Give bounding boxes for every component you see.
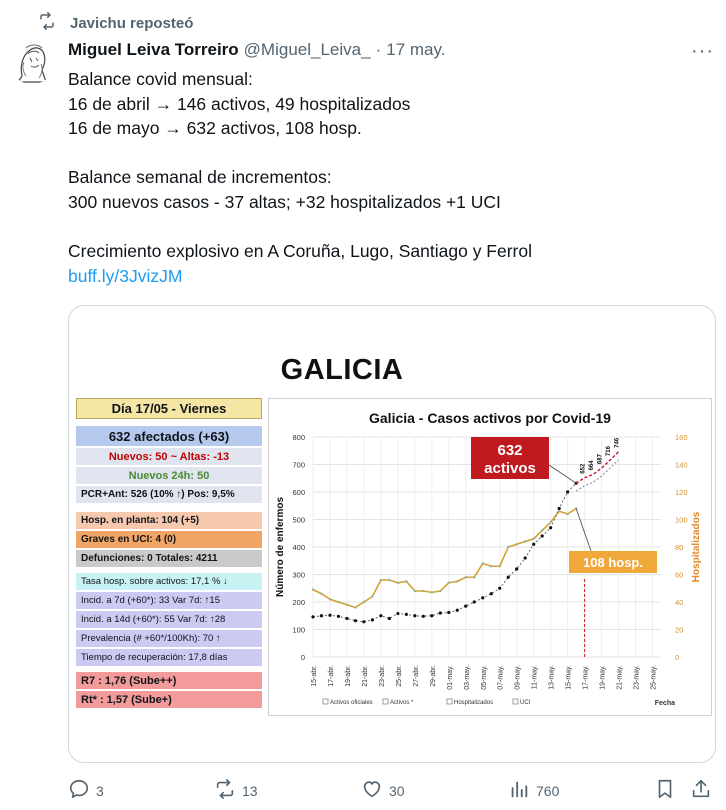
data-point-activos: [498, 587, 501, 590]
data-point-hosp: [549, 521, 551, 523]
data-point-activos: [311, 615, 314, 618]
y-tick-label: 500: [292, 515, 305, 525]
y2-tick-label: 60: [675, 570, 684, 580]
tweet-line: Balance covid mensual:: [68, 69, 253, 89]
data-point-hosp: [456, 580, 458, 582]
tweet-line: Crecimiento explosivo en A Coruña, Lugo, Santiago y Ferrol: [68, 241, 533, 262]
repost-button[interactable]: [214, 778, 258, 803]
views-icon: [508, 778, 530, 803]
data-point-activos: [362, 620, 365, 623]
x-tick-label: 11-may.: [531, 665, 539, 690]
infographic-title: GALICIA: [280, 354, 404, 386]
data-point-hosp: [346, 604, 348, 606]
data-point-activos: [379, 614, 382, 617]
avatar[interactable]: [8, 36, 56, 84]
data-point-activos: [524, 556, 527, 559]
chart-svg: [269, 399, 711, 715]
x-tick-label: 01-may.: [446, 665, 454, 690]
data-point-activos: [422, 615, 425, 618]
data-point-activos: [430, 614, 433, 617]
y2-tick-label: 80: [675, 543, 684, 552]
stat-nuevos-24h: Nuevos 24h: 50: [76, 467, 262, 484]
legend-label: Hospitalizados: [454, 700, 494, 706]
data-point-activos: [473, 600, 476, 603]
legend-label: Activos oficiales: [330, 700, 373, 706]
legend-checkbox: [383, 699, 388, 704]
y2-tick-label: 0: [675, 653, 680, 662]
data-point-hosp: [448, 582, 450, 584]
tweet-line: 300 nuevos casos - 37 altas; +32 hospitalizados +1 UCI: [68, 191, 501, 212]
stat-pcr: PCR+Ant: 526 (10% ↑) Pos: 9,5%: [76, 486, 262, 503]
data-point-activos: [549, 526, 552, 529]
chart-title: Galicia - Casos activos por Covid-19: [369, 410, 611, 426]
data-point-activos: [354, 619, 357, 622]
data-point-hosp: [354, 606, 356, 608]
y2-tick-label: 20: [675, 625, 684, 635]
reply-icon: [68, 778, 90, 803]
projection-label: 746: [614, 437, 621, 448]
repost-icon: [214, 778, 236, 803]
stat-tasa-hosp: Tasa hosp. sobre activos: 17,1 % ↓: [76, 573, 262, 590]
x-tick-label: 17-may.: [582, 665, 590, 690]
repost-icon: [38, 12, 56, 34]
data-point-activos: [456, 609, 459, 612]
separator: ·: [375, 40, 382, 59]
tweet-media-image[interactable]: [68, 305, 716, 763]
y-tick-label: 0: [300, 653, 305, 662]
x-tick-label: 19-abr.: [344, 665, 352, 687]
share-button[interactable]: [690, 778, 712, 803]
y-tick-label: 400: [292, 543, 305, 552]
projection-label: 664: [589, 460, 596, 471]
data-point-hosp: [465, 576, 467, 578]
repost-count: 13: [242, 782, 258, 799]
more-options-icon[interactable]: ···: [691, 40, 714, 62]
data-point-hosp: [380, 579, 382, 581]
views-button[interactable]: [508, 778, 559, 803]
y2-axis-label: Hospitalizados: [691, 511, 702, 583]
stat-tiempo-recuperacion: Tiempo de recuperación: 17,8 días: [76, 649, 262, 666]
data-point-hosp: [405, 580, 407, 582]
views-count: 760: [536, 782, 560, 799]
x-tick-label: 27-abr.: [412, 665, 420, 687]
data-point-activos: [481, 596, 484, 599]
x-tick-label: 29-abr.: [429, 665, 437, 687]
x-tick-label: 23-abr.: [378, 665, 386, 687]
projection-label: 652: [580, 463, 587, 474]
stat-nuevos-altas: Nuevos: 50 ~ Altas: -13: [76, 448, 262, 465]
data-point-hosp: [371, 595, 373, 597]
data-point-activos: [558, 507, 561, 510]
tweet-line: Balance semanal de incrementos:: [68, 167, 332, 188]
like-button[interactable]: [361, 778, 405, 803]
data-point-hosp: [397, 582, 399, 584]
bookmark-button[interactable]: [654, 778, 676, 803]
data-point-hosp: [516, 543, 518, 545]
y-tick-label: 100: [292, 625, 305, 635]
y2-tick-label: 40: [675, 598, 684, 607]
stat-afectados: 632 afectados (+63): [76, 426, 262, 446]
hosp-callout-label: 108 hosp.: [583, 555, 643, 570]
data-point-hosp: [541, 529, 543, 531]
data-point-activos: [439, 611, 442, 614]
reply-count: 3: [96, 782, 104, 799]
data-point-activos: [507, 576, 510, 579]
data-point-hosp: [312, 588, 314, 590]
x-tick-label: 25-abr.: [395, 665, 403, 687]
repost-label: Javichu reposteó: [70, 14, 194, 32]
data-point-hosp: [524, 540, 526, 542]
action-bar: [68, 778, 716, 804]
series-hospitalizados: [313, 509, 576, 608]
y-tick-label: 300: [292, 570, 305, 580]
tweet-blank-line: [68, 215, 708, 240]
data-point-hosp: [337, 601, 339, 603]
repost-banner[interactable]: [38, 12, 193, 34]
data-point-activos: [532, 543, 535, 546]
data-point-activos: [490, 592, 493, 595]
x-tick-label: 15-abr.: [311, 665, 318, 687]
tweet-header: [68, 40, 708, 60]
data-point-activos: [405, 613, 408, 616]
data-point-hosp: [431, 591, 433, 593]
tweet-blank-line: [68, 141, 708, 166]
activos-callout-pointer: [549, 465, 576, 483]
legend-checkbox: [323, 699, 328, 704]
data-point-hosp: [388, 579, 390, 581]
y-tick-label: 600: [292, 488, 305, 497]
legend-checkbox: [447, 699, 452, 704]
data-point-activos: [345, 617, 348, 620]
x-tick-label: 15-may.: [565, 665, 573, 690]
data-point-hosp: [558, 510, 560, 512]
tweet-date[interactable]: 17 may.: [386, 40, 446, 59]
data-point-hosp: [329, 598, 331, 600]
y2-tick-label: 100: [675, 515, 688, 525]
data-point-activos: [447, 611, 450, 614]
heart-icon: [361, 778, 383, 803]
x-tick-label: 19-may.: [599, 665, 607, 690]
y2-tick-label: 160: [675, 433, 688, 442]
data-point-hosp: [566, 513, 568, 515]
y2-tick-label: 140: [675, 460, 688, 470]
data-point-activos: [413, 614, 416, 617]
legend-label: UCI: [520, 700, 531, 706]
tweet-line: 16 de mayo → 632 activos, 108 hosp.: [68, 118, 362, 139]
hosp-callout-pointer: [576, 509, 591, 552]
data-point-activos: [464, 605, 467, 608]
stat-incid-7d: Incid. a 7d (+60*): 33 Var 7d: ↑15: [76, 592, 262, 609]
projection-label: 687: [597, 454, 604, 465]
data-point-hosp: [499, 565, 501, 567]
x-axis-label: Fecha: [654, 700, 675, 707]
data-point-hosp: [507, 546, 509, 548]
stat-rt: Rt* : 1,57 (Sube+): [76, 691, 262, 708]
data-point-activos: [328, 614, 331, 617]
y-tick-label: 800: [292, 433, 305, 442]
data-point-hosp: [363, 601, 365, 603]
tweet-link[interactable]: buff.ly/3JvizJM: [68, 265, 183, 286]
data-point-activos: [566, 490, 569, 493]
reply-button[interactable]: [68, 778, 104, 803]
stat-day: Día 17/05 - Viernes: [76, 398, 262, 419]
x-tick-label: 03-may.: [463, 665, 471, 690]
stat-incid-14d: Incid. a 14d (+60*): 55 Var 7d: ↑28: [76, 611, 262, 628]
y-axis-label: Número de enfermos: [275, 496, 286, 598]
activos-callout-number: 632: [497, 442, 523, 459]
author-name[interactable]: Miguel Leiva Torreiro: [68, 40, 239, 59]
data-point-activos: [320, 614, 323, 617]
x-tick-label: 13-may.: [548, 665, 556, 690]
y2-tick-label: 120: [675, 488, 688, 497]
data-point-hosp: [482, 562, 484, 564]
x-tick-label: 17-abr.: [327, 665, 335, 687]
data-point-hosp: [473, 576, 475, 578]
legend-label: Activos *: [390, 700, 414, 706]
x-tick-label: 25-may.: [650, 665, 658, 690]
x-tick-label: 21-abr.: [361, 665, 369, 687]
stat-graves-uci: Graves en UCI: 4 (0): [76, 531, 262, 548]
x-tick-label: 23-may.: [633, 665, 641, 690]
stat-prevalencia: Prevalencia (# +60*/100Kh): 70 ↑: [76, 630, 262, 647]
y-tick-label: 700: [292, 460, 305, 470]
tweet-text: [68, 67, 708, 288]
bookmark-icon: [654, 778, 676, 803]
data-point-hosp: [414, 590, 416, 592]
covid-chart: [268, 398, 712, 716]
data-point-hosp: [439, 590, 441, 592]
stat-hosp-planta: Hosp. en planta: 104 (+5): [76, 512, 262, 529]
data-point-hosp: [532, 538, 534, 540]
share-icon: [690, 778, 712, 803]
stat-r7: R7 : 1,76 (Sube++): [76, 672, 262, 689]
x-tick-label: 21-may.: [616, 665, 624, 690]
legend-checkbox: [513, 699, 518, 704]
tweet-line: 16 de abril → 146 activos, 49 hospitalizados: [68, 93, 411, 114]
like-count: 30: [389, 782, 405, 799]
stat-defunciones: Defunciones: 0 Totales: 4211: [76, 550, 262, 567]
data-point-activos: [541, 534, 544, 537]
projection-label: 716: [606, 446, 613, 457]
data-point-activos: [371, 618, 374, 621]
activos-callout-label: activos: [484, 460, 536, 477]
data-point-hosp: [320, 593, 322, 595]
data-point-activos: [515, 567, 518, 570]
data-point-hosp: [422, 590, 424, 592]
x-tick-label: 09-may.: [514, 665, 522, 690]
series-activos-oficiales-line: [313, 483, 576, 622]
x-tick-label: 07-may.: [497, 665, 505, 690]
data-point-activos: [396, 612, 399, 615]
data-point-activos: [337, 615, 340, 618]
data-point-hosp: [490, 565, 492, 567]
x-tick-label: 05-may.: [480, 665, 488, 690]
author-handle[interactable]: @Miguel_Leiva_: [243, 40, 371, 59]
y-tick-label: 200: [292, 598, 305, 607]
data-point-activos: [388, 617, 391, 620]
